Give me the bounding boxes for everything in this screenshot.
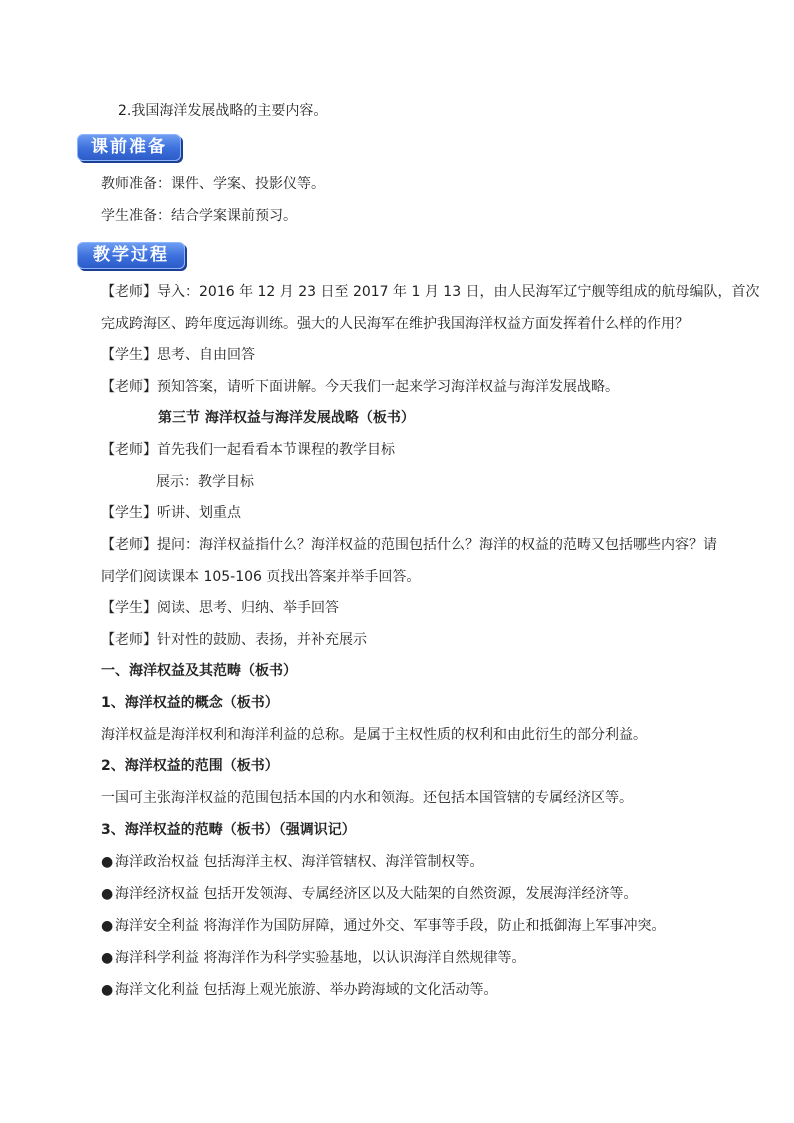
section-badge-prep: 课前准备	[77, 134, 181, 161]
bullet-dot-icon: ●	[101, 918, 114, 934]
bullet-text: 海洋科学利益 将海洋作为科学实验基地，以认识海洋自然规律等。	[115, 950, 526, 966]
process-line-7: 展示：教学目标	[156, 474, 254, 490]
bullet-item	[101, 884, 637, 904]
bullet-text: 海洋安全利益 将海洋作为国防屏障，通过外交、军事等手段，防止和抵御海上军事冲突。	[115, 918, 666, 934]
prep-teacher-line: 教师准备：课件、学案、投影仪等。	[101, 176, 325, 192]
bullet-item	[101, 980, 497, 1000]
bullet-dot-icon: ●	[101, 886, 114, 902]
process-line-2: 完成跨海区、跨年度远海训练。强大的人民海军在维护我国海洋权益方面发挥着什么样的作用？	[101, 316, 689, 332]
bullet-item	[101, 916, 665, 936]
process-line-6: 【老师】首先我们一起看看本节课程的教学目标	[101, 442, 395, 458]
paragraph-2: 一国可主张海洋权益的范围包括本国的内水和领海。还包括本国管辖的专属经济区等。	[101, 790, 633, 806]
bullet-dot-icon: ●	[101, 950, 114, 966]
process-line-3: 【学生】思考、自由回答	[101, 347, 255, 363]
process-line-9: 【老师】提问：海洋权益指什么？海洋权益的范围包括什么？海洋的权益的范畴又包括哪些内容？请	[101, 537, 717, 553]
bullet-text: 海洋政治权益 包括海洋主权、海洋管辖权、海洋管制权等。	[115, 854, 484, 870]
bullet-item	[101, 852, 483, 872]
bullet-text: 海洋文化利益 包括海上观光旅游、举办跨海域的文化活动等。	[115, 982, 498, 998]
process-line-11: 【学生】阅读、思考、归纳、举手回答	[101, 600, 339, 616]
bullet-dot-icon: ●	[101, 982, 114, 998]
heading-1-1: 1、海洋权益的概念（板书）	[101, 695, 279, 711]
goal-item-2: 2.我国海洋发展战略的主要内容。	[118, 103, 328, 119]
prep-student-line: 学生准备：结合学案课前预习。	[101, 208, 297, 224]
bullet-text: 海洋经济权益 包括开发领海、专属经济区以及大陆架的自然资源，发展海洋经济等。	[115, 886, 638, 902]
heading-1-2: 2、海洋权益的范围（板书）	[101, 758, 279, 774]
process-line-10: 同学们阅读课本 105-106 页找出答案并举手回答。	[101, 569, 421, 585]
heading-1-3: 3、海洋权益的范畴（板书）（强调识记）	[101, 822, 356, 838]
process-line-12: 【老师】针对性的鼓励、表扬，并补充展示	[101, 632, 367, 648]
lesson-title: 第三节 海洋权益与海洋发展战略（板书）	[158, 410, 415, 426]
bullet-dot-icon: ●	[101, 854, 114, 870]
process-line-1: 【老师】导入：2016 年 12 月 23 日至 2017 年 1 月 13 日，由人民海军辽宁舰等组成的航母编队，首次	[101, 284, 760, 300]
heading-1: 一、海洋权益及其范畴（板书）	[101, 663, 297, 679]
process-line-4: 【老师】预知答案，请听下面讲解。今天我们一起来学习海洋权益与海洋发展战略。	[101, 379, 619, 395]
section-badge-process: 教学过程	[77, 242, 185, 269]
paragraph-1: 海洋权益是海洋权利和海洋利益的总称。是属于主权性质的权利和由此衍生的部分利益。	[101, 727, 647, 743]
process-line-8: 【学生】听讲、划重点	[101, 505, 241, 521]
bullet-item	[101, 948, 525, 968]
